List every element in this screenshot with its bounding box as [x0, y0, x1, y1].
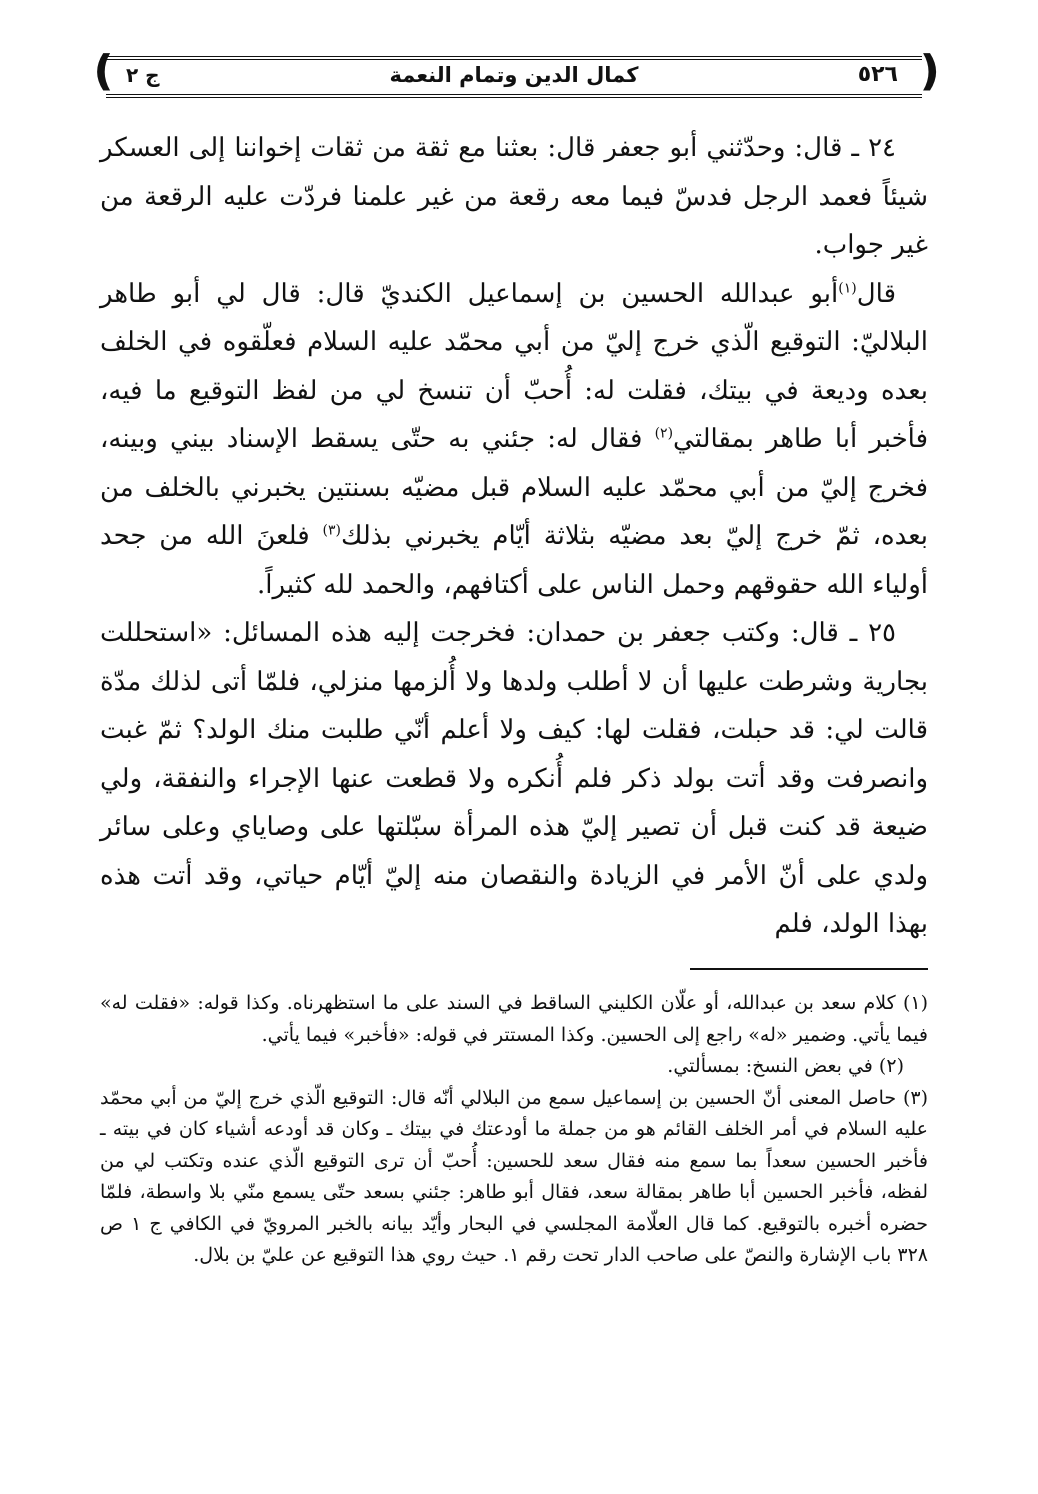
footnotes [100, 988, 928, 1272]
footnote-ref-2: (٢) [654, 425, 674, 442]
footnote-ref-1: (١) [838, 279, 857, 296]
paragraph-25: ٢٥ ـ قال: وكتب جعفر بن حمدان: فخرجت إليه هذه المسائل: «استحللت بجارية وشرطت عليها أن لا أطلب ولدها ولا أُلزمها منزلي، فلمّا أتى لذلك مدّة قالت لي: قد حبلت، فقلت لها: كيف ولا أعلم أنّي طلبت منك الولد؟ ثمّ غبت وانصرفت وقد أتت بولد ذكر فلم أُنكره ولا قطعت عنها الإجراء والنفقة، ولي ضيعة قد كنت قبل أن تصير إليّ هذه المرأة سبّلتها على وصاياي وعلى سائر ولدي على أنّ الأمر في الزيادة والنقصان منه إليّ أيّام حياتي، وقد أتت هذه بهذا الولد، فلم [100, 618, 928, 939]
paragraph-qal-part-d: فلعنَ الله من جحد أولياء الله حقوقهم وحمل الناس على أكتافهم، والحمد لله كثيراً. [100, 521, 928, 600]
main-text [100, 124, 928, 949]
footnote-3: (٣) حاصل المعنى أنّ الحسين بن إسماعيل سمع من البلالي أنّه قال: التوقيع الّذي خرج إليّ من أبي محمّد عليه السلام في أمر الخلف القائم هو من جملة ما أودعتك في بيتك ـ وكان قد أودعه أشياء كان في بيته ـ فأخبر الحسين سعداً بما سمع منه فقال سعد للحسين: أُحبّ أن ترى التوقيع الّذي عنده وتكتب لي من لفظه، فأخبر الحسين أبا طاهر بمقالة سعد، فقال أبو طاهر: جئني بسعد حتّى يسمع منّي بلا واسطة، فلمّا حضره أخبره بالتوقيع. كما قال العلّامة المجلسي في البحار وأيّد بيانه بالخبر المرويّ في الكافي ج ١ ص ٣٢٨ باب الإشارة والنصّ على صاحب الدار تحت رقم ١. حيث روي هذا التوقيع عن عليّ بن بلال. [100, 1086, 928, 1266]
header-right-ornament: ❫ [912, 46, 948, 95]
footnote-2: (٢) في بعض النسخ: بمسألتي. [667, 1055, 904, 1077]
paragraph-qal-part-a: قال [856, 278, 896, 309]
page-header [86, 44, 948, 102]
footnote-1: (١) كلام سعد بن عبدالله، أو علّان الكليني الساقط في السند على ما استظهرناه. وكذا قوله: «فقلت له» فيما يأتي. وضمير «له» راجع إلى الحسين. وكذا المستتر في قوله: «فأخبر» فيما يأتي. [100, 992, 928, 1046]
footnote-ref-3: (٣) [322, 522, 341, 539]
page-number: ٥٢٦ [857, 62, 898, 87]
book-title: كمال الدين وتمام النعمة [389, 63, 639, 87]
header-left-ornament: ❪ [86, 46, 122, 95]
paragraph-qal-part-b: أبو عبدالله الحسين بن إسماعيل الكنديّ قال: قال لي أبو طاهر البلاليّ: التوقيع الّذي خرج إليّ من أبي محمّد عليه السلام فعلّقوه في الخلف بعده وديعة في بيتك، فقلت له: أُحبّ أن تنسخ لي من لفظ التوقيع ما فيه، فأخبر أبا طاهر بمقالتي [100, 278, 928, 454]
volume-label: ج ٢ [126, 63, 160, 87]
footnote-separator [690, 968, 928, 970]
paragraph-qal-part-c: فقال له: جئني به حتّى يسقط الإسناد بيني وبينه، فخرج إليّ من أبي محمّد عليه السلام قبل مضيّه بسنتين يخبرني بالخلف من بعده، ثمّ خرج إليّ بعد مضيّه بثلاثة أيّام يخبرني بذلك [100, 424, 929, 551]
paragraph-qal [100, 270, 928, 610]
paragraph-24: ٢٤ ـ قال: وحدّثني أبو جعفر قال: بعثنا مع ثقة من ثقات إخواننا إلى العسكر شيئاً فعمد الرجل فدسّ فيما معه رقعة من غير علمنا فردّت عليه الرقعة من غير جواب. [100, 133, 928, 260]
